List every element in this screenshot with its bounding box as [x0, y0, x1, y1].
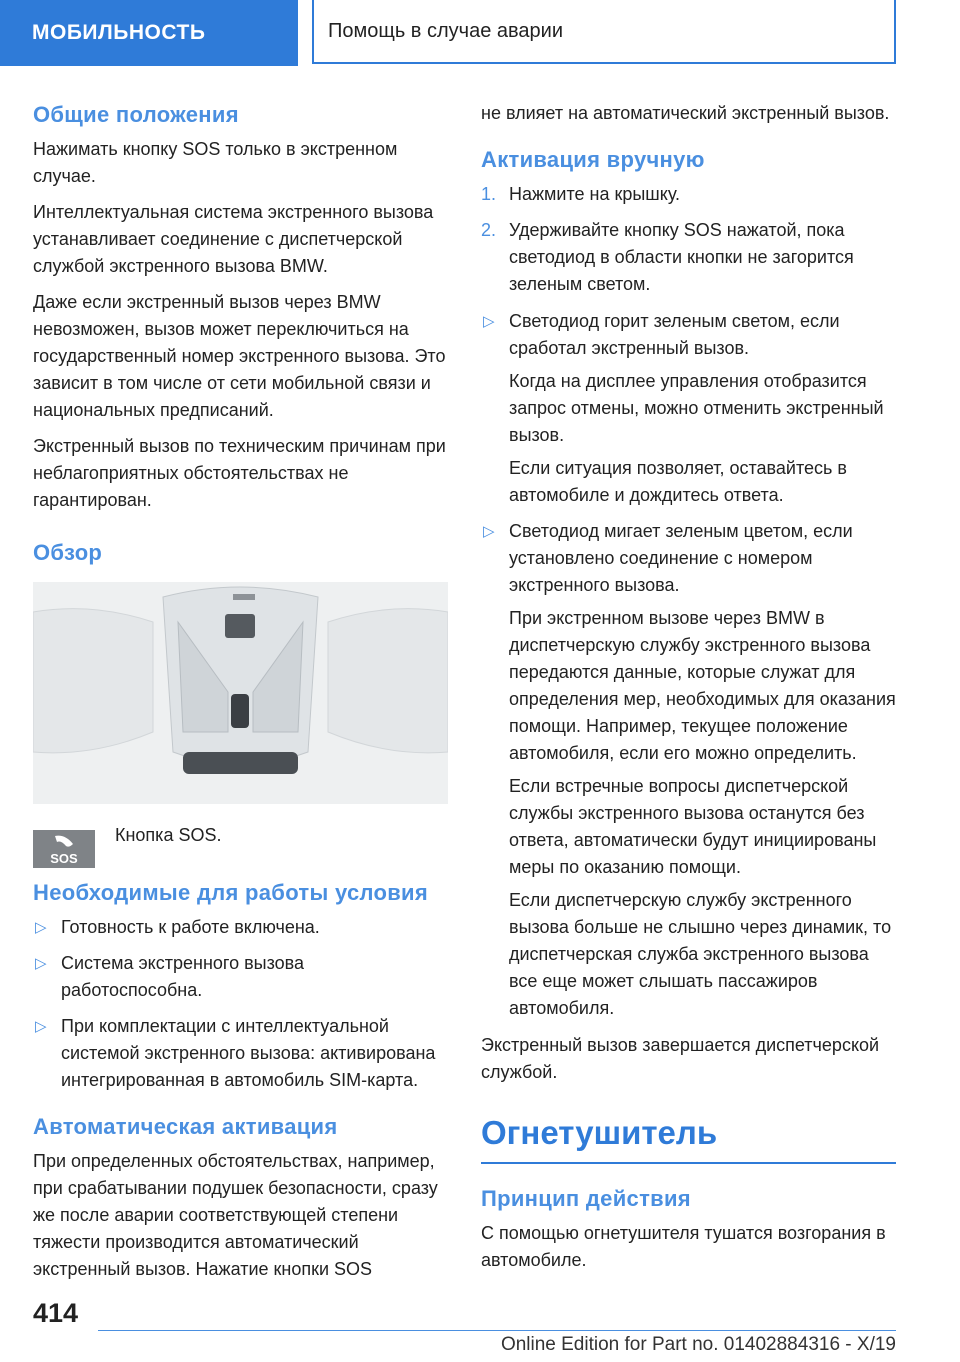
- chapter-header: [312, 0, 896, 64]
- extinguisher-heading: Огнетушитель: [481, 1112, 896, 1164]
- conditions-heading: Необходимые для работы условия: [33, 880, 428, 905]
- edition-footer: Online Edition for Part no. 01402884316 - X/19: [500, 1334, 896, 1355]
- principle-paragraph: С помощью огнетушителя тушатся возгорания в автомобиле.: [481, 1223, 886, 1270]
- triangle-bullet-icon: ▷: [35, 919, 47, 936]
- triangle-bullet-icon: ▷: [483, 523, 495, 540]
- manual-activation-heading: Активация вручную: [481, 147, 705, 172]
- auto-activation-continued: не влияет на автоматический экстренный вызов.: [481, 103, 890, 123]
- principle-heading: Принцип действия: [481, 1186, 691, 1211]
- general-paragraph-1: Нажимать кнопку SOS только в экстренном случае.: [33, 139, 398, 186]
- call-end-paragraph: Экстренный вызов завершается диспетчерской службой.: [481, 1035, 880, 1082]
- auto-activation-heading: Автоматическая активация: [33, 1114, 338, 1139]
- general-paragraph-2: Интеллектуальная система экстренного вызова устанавливает соединение с диспетчерской службой экстренного вызова BMW.: [33, 202, 434, 276]
- section-tab-label: МОБИЛЬНОСТЬ: [32, 21, 206, 44]
- sos-legend: [33, 822, 448, 866]
- manual-steps: [481, 181, 896, 298]
- triangle-bullet-icon: ▷: [35, 1018, 47, 1035]
- list-item: ▷ Светодиод мигает зеленым цветом, если установлено соединение с номером экстренного вызова. При экстренном вызове через BMW в диспетчерскую службу экстренного вызова передаются данные, которые служат для определения мер, необходимых для оказания помощи. Например, текущее положение автомобиля, если его можно определить. Если встречные вопросы диспетчерской службы экстренного вызова останутся без ответа, автоматически будут инициированы меры по оказанию помощи. Если диспетчерскую службу экстренного вызова больше не слышно через динамик, то диспетчерская служба экстренного вызова все еще может слышать пассажиров автомобиля.: [481, 518, 896, 1022]
- page-number: 414: [33, 1298, 79, 1328]
- section-tab[interactable]: [0, 0, 298, 66]
- overhead-console-image: [33, 582, 448, 804]
- left-column: [33, 100, 448, 1292]
- list-item: ▷ При комплектации с интеллектуальной системой экстренного вызова: активирована интегрированная в автомобиль SIM-карта.: [33, 1013, 448, 1094]
- sos-button-icon: [33, 830, 95, 868]
- list-item: 1. Нажмите на крышку.: [481, 184, 681, 204]
- auto-activation-paragraph: При определенных обстоятельствах, например, при срабатывании подушек безопасности, сразу же после аварии соответствующей степени тяжести производится автоматический экстренный вызов. Нажатие кнопки SOS: [33, 1151, 438, 1279]
- sos-icon-text: SOS: [50, 851, 78, 866]
- overview-heading: Обзор: [33, 540, 103, 565]
- list-item: ▷ Светодиод горит зеленым светом, если сработал экстренный вызов. Когда на дисплее управления отобразится запрос отмены, можно отменить экстренный вызов. Если ситуация позволяет, оставайтесь в автомобиле и дождитесь ответа.: [481, 308, 896, 509]
- general-paragraph-3: Даже если экстренный вызов через BMW невозможен, вызов может переключиться на государственный номер экстренного вызова. Это зависит в том числе от сети мобильной связи и национальных предписаний.: [33, 292, 446, 420]
- right-column: [481, 100, 896, 1283]
- triangle-bullet-icon: ▷: [483, 313, 495, 330]
- list-item: 2. Удерживайте кнопку SOS нажатой, пока светодиод в области кнопки не загорится зеленым светом.: [481, 220, 854, 294]
- sos-caption: Кнопка SOS.: [115, 825, 222, 845]
- conditions-list: [33, 914, 448, 1094]
- chapter-title: Помощь в случае аварии: [328, 19, 563, 42]
- triangle-bullet-icon: ▷: [35, 955, 47, 972]
- footer-divider: [98, 1330, 896, 1331]
- general-paragraph-4: Экстренный вызов по техническим причинам при неблагоприятных обстоятельствах не гарантирован.: [33, 436, 446, 510]
- list-item: ▷ Система экстренного вызова работоспособна.: [33, 950, 448, 1004]
- led-status-list: [481, 308, 896, 1022]
- list-item: ▷ Готовность к работе включена.: [33, 914, 448, 941]
- general-heading: Общие положения: [33, 102, 239, 127]
